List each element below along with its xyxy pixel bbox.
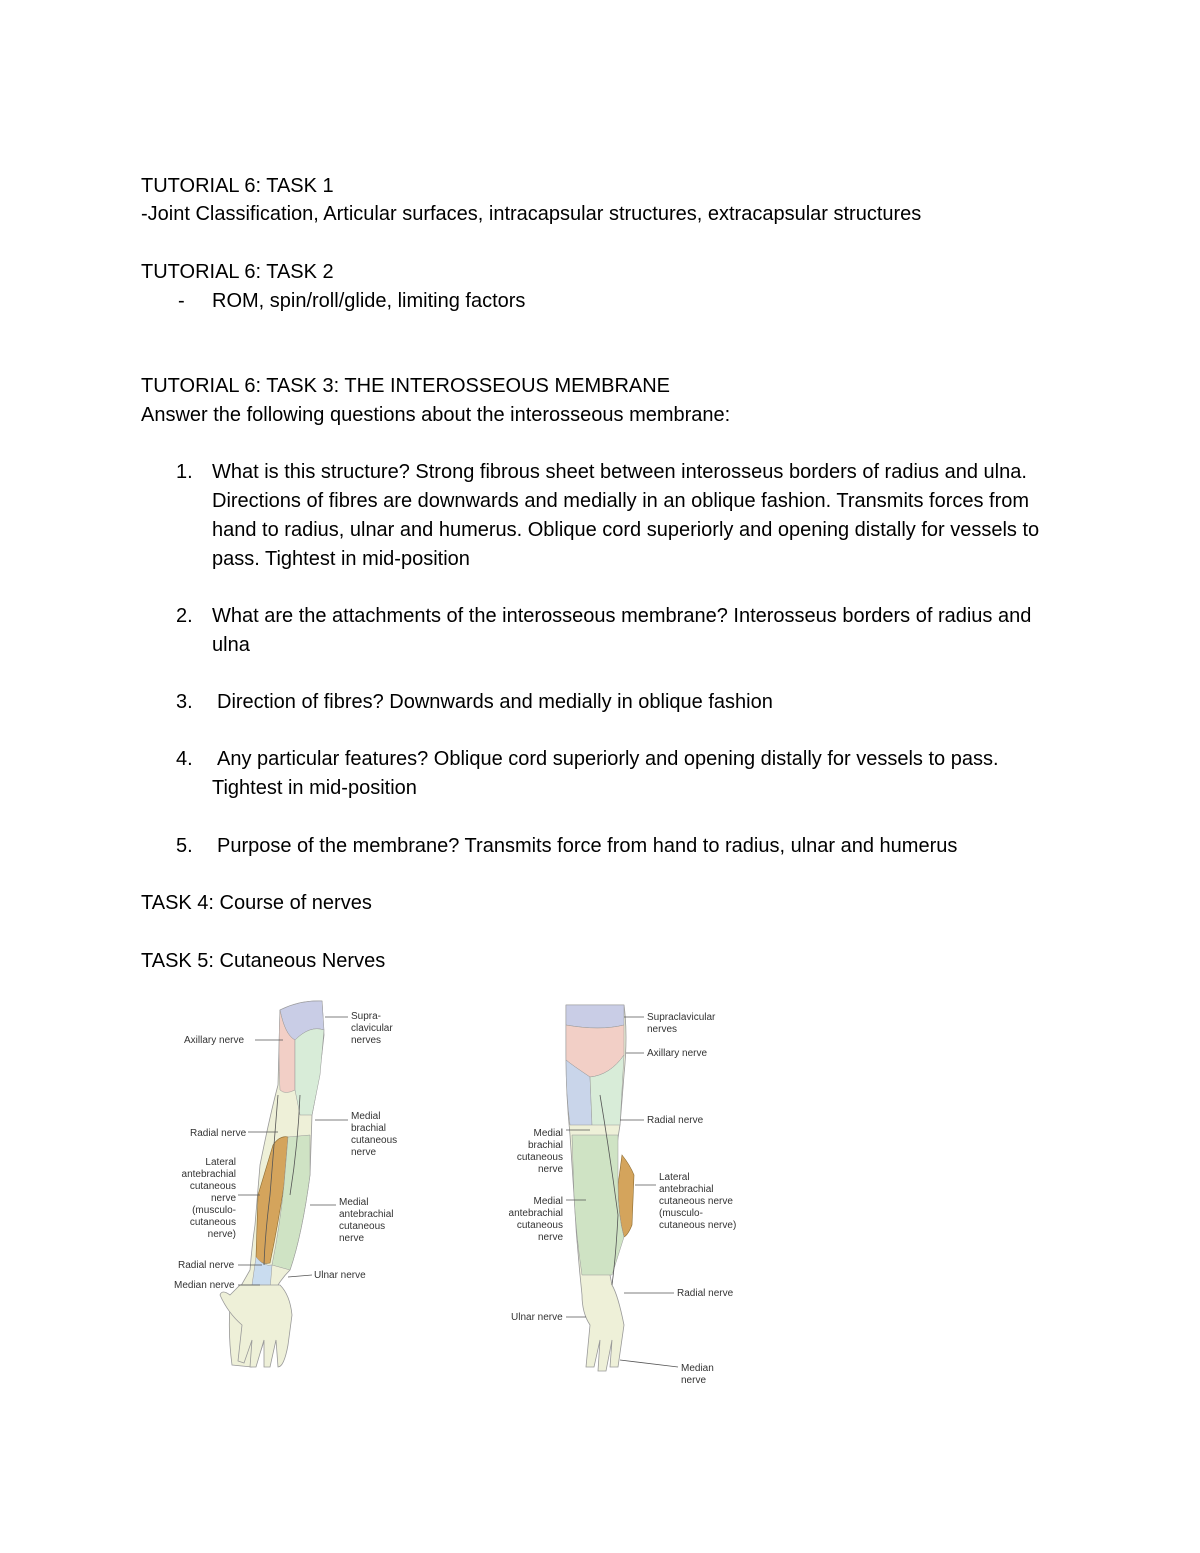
- question-number: 3.: [176, 691, 193, 713]
- label-supraclavicular-1: Supraclavicular: [647, 1012, 716, 1023]
- label-lateral-4: nerve: [210, 1193, 236, 1204]
- label-medial-brachial-1: Medial: [351, 1111, 381, 1122]
- label-lateral-3: cutaneous: [189, 1181, 236, 1192]
- task2-heading: TUTORIAL 6: TASK 2: [141, 261, 334, 283]
- label-lateral-1: Lateral: [659, 1172, 690, 1183]
- label-medial-antebrachial-2: antebrachial: [508, 1208, 563, 1219]
- supraclavicular-region: [566, 1005, 624, 1028]
- label-radial-nerve-upper: Radial nerve: [190, 1128, 247, 1139]
- question-number: 2.: [176, 605, 193, 627]
- question-number: 4.: [176, 748, 193, 770]
- label-median-1: Median: [681, 1363, 714, 1374]
- label-medial-brachial-2: brachial: [351, 1123, 387, 1134]
- label-medial-brachial-3: cutaneous: [351, 1135, 398, 1146]
- label-supraclavicular-3: nerves: [351, 1035, 382, 1046]
- task1-topics: -Joint Classification, Articular surfaces, intracapsular structures, extracapsular structures: [141, 203, 922, 225]
- question-number: 1.: [176, 461, 193, 483]
- label-radial-nerve-lower: Radial nerve: [178, 1260, 235, 1271]
- label-lateral-7: nerve): [207, 1229, 236, 1240]
- label-median-2: nerve: [681, 1375, 707, 1386]
- label-lateral-5: cutaneous nerve): [659, 1220, 737, 1231]
- task1-heading: TUTORIAL 6: TASK 1: [141, 175, 334, 197]
- anterior-arm-cutaneous-nerves-figure: [160, 995, 420, 1395]
- label-medial-antebrachial-3: cutaneous: [516, 1220, 563, 1231]
- label-lateral-5: (musculo-: [192, 1205, 236, 1216]
- question-text: Purpose of the membrane? Transmits force from hand to radius, ulnar and humerus: [217, 835, 958, 857]
- task5-heading: TASK 5: Cutaneous Nerves: [141, 950, 386, 972]
- question-text: Any particular features? Oblique cord superiorly and opening distally for vessels to pass. Tightest in mid-position: [212, 748, 999, 799]
- label-medial-brachial-3: cutaneous: [516, 1152, 563, 1163]
- label-medial-antebrachial-1: Medial: [533, 1196, 563, 1207]
- task3-heading: TUTORIAL 6: TASK 3: THE INTEROSSEOUS MEMBRANE: [141, 375, 671, 397]
- label-medial-brachial-2: brachial: [527, 1140, 563, 1151]
- question-text: Direction of fibres? Downwards and medially in oblique fashion: [217, 691, 773, 713]
- label-lateral-2: antebrachial: [659, 1184, 714, 1195]
- task4-heading: TASK 4: Course of nerves: [141, 892, 372, 914]
- question-text: What is this structure? Strong fibrous sheet between interosseus borders of radius and ulna. Directions of fibres are downwards and medially in an oblique fashion. Transmits forces from hand to radius, ulnar and humerus. Oblique cord superiorly and opening distally for vessels to pass. Tightest in mid-position: [212, 461, 1040, 570]
- task2-bullet: -: [178, 290, 185, 312]
- question-number: 5.: [176, 835, 193, 857]
- question-text: What are the attachments of the interosseous membrane? Interosseus borders of radius and ulna: [212, 605, 1032, 656]
- label-ulnar-nerve: Ulnar nerve: [511, 1312, 563, 1323]
- label-medial-brachial-4: nerve: [537, 1164, 563, 1175]
- label-lateral-2: antebrachial: [181, 1169, 236, 1180]
- label-supraclavicular-2: nerves: [647, 1024, 678, 1035]
- label-radial-nerve-lower: Radial nerve: [677, 1288, 734, 1299]
- label-medial-antebrachial-4: nerve: [339, 1233, 365, 1244]
- label-medial-antebrachial-4: nerve: [537, 1232, 563, 1243]
- label-median-nerve: Median nerve: [174, 1280, 235, 1291]
- label-lateral-1: Lateral: [205, 1157, 236, 1168]
- label-medial-antebrachial-1: Medial: [339, 1197, 369, 1208]
- label-lateral-4: (musculo-: [659, 1208, 703, 1219]
- medial-antebrachial-region: [572, 1135, 624, 1275]
- label-medial-antebrachial-3: cutaneous: [339, 1221, 386, 1232]
- label-supraclavicular-2: clavicular: [351, 1023, 393, 1034]
- label-lateral-3: cutaneous nerve: [659, 1196, 733, 1207]
- label-medial-brachial-1: Medial: [533, 1128, 563, 1139]
- label-lateral-6: cutaneous: [189, 1217, 236, 1228]
- label-medial-brachial-4: nerve: [351, 1147, 377, 1158]
- label-axillary-nerve: Axillary nerve: [647, 1048, 708, 1059]
- label-supraclavicular-1: Supra-: [351, 1011, 382, 1022]
- task3-intro: Answer the following questions about the interosseous membrane:: [141, 404, 731, 426]
- task2-item: ROM, spin/roll/glide, limiting factors: [212, 290, 526, 312]
- label-radial-nerve-upper: Radial nerve: [647, 1115, 704, 1126]
- label-axillary-nerve: Axillary nerve: [184, 1035, 245, 1046]
- label-medial-antebrachial-2: antebrachial: [339, 1209, 394, 1220]
- posterior-arm-cutaneous-nerves-figure: [500, 995, 760, 1395]
- label-ulnar-nerve: Ulnar nerve: [314, 1270, 366, 1281]
